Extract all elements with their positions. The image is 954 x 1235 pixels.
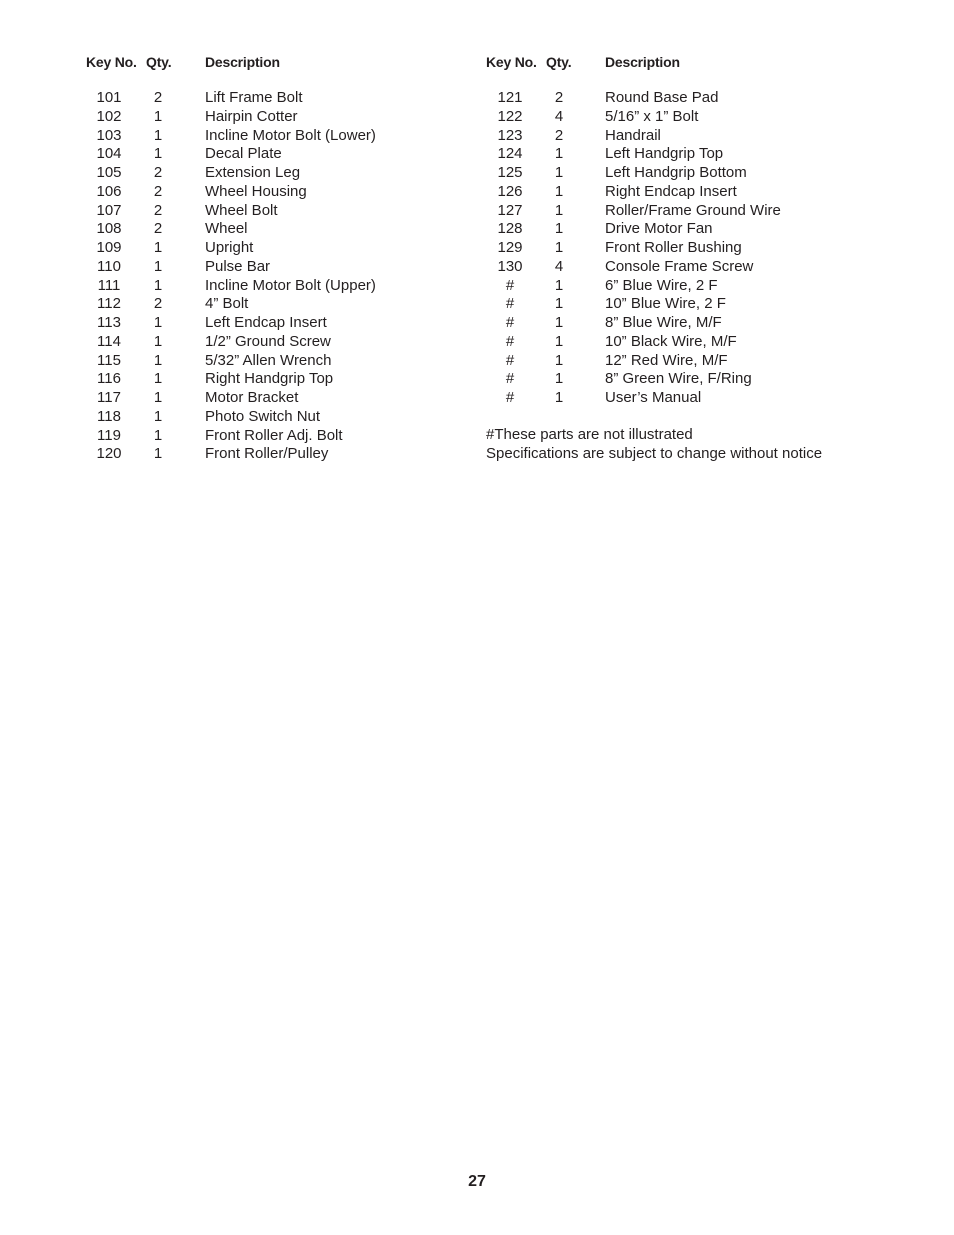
- not-illustrated-note: #These parts are not illustrated: [486, 426, 693, 443]
- left-quantity: 1: [153, 370, 163, 388]
- left-part-description: Incline Motor Bolt (Lower): [205, 126, 376, 144]
- parts-table-row: [0, 277, 954, 296]
- left-quantity: 1: [153, 314, 163, 331]
- parts-table-row: [0, 220, 954, 239]
- right-key-number: #: [505, 276, 515, 294]
- right-key-number: 129: [497, 239, 523, 256]
- right-quantity: 1: [554, 295, 564, 313]
- left-key-number: 111: [97, 276, 121, 294]
- left-quantity: 2: [153, 295, 163, 313]
- right-part-description: Right Endcap Insert: [605, 182, 737, 200]
- right-part-description: Roller/Frame Ground Wire: [605, 201, 781, 219]
- right-quantity: 1: [554, 370, 564, 388]
- footnotes: [486, 426, 822, 464]
- specifications-note: Specifications are subject to change without notice: [486, 444, 823, 462]
- parts-table-row: [0, 145, 954, 164]
- left-quantity: 2: [153, 220, 163, 238]
- right-key-number: #: [505, 389, 515, 406]
- right-key-number: #: [505, 351, 515, 369]
- parts-table-row: [0, 164, 954, 183]
- right-key-number: 127: [497, 201, 523, 219]
- right-qty-header: Qty.: [546, 54, 572, 70]
- left-part-description: Wheel: [205, 220, 248, 238]
- left-key-number: 110: [97, 257, 121, 275]
- left-qty-header: Qty.: [146, 54, 172, 70]
- parts-table-row: [0, 370, 954, 389]
- left-quantity: 1: [153, 351, 163, 369]
- left-part-description: Incline Motor Bolt (Upper): [205, 276, 376, 294]
- left-part-description: Left Endcap Insert: [205, 314, 327, 331]
- parts-list: [0, 89, 954, 464]
- right-key-number: 125: [497, 164, 523, 181]
- right-part-description: Left Handgrip Top: [605, 145, 724, 163]
- right-quantity: 1: [554, 164, 564, 181]
- parts-table-row: [0, 108, 954, 127]
- left-description-header: Description: [205, 54, 280, 70]
- left-quantity: 1: [153, 426, 163, 444]
- right-key-number: 130: [497, 257, 523, 275]
- left-part-description: Front Roller/Pulley: [205, 445, 329, 463]
- right-part-description: Console Frame Screw: [605, 257, 754, 275]
- parts-table-row: [0, 89, 954, 108]
- right-part-description: Left Handgrip Bottom: [605, 164, 747, 181]
- right-part-description: 8” Blue Wire, M/F: [605, 314, 722, 331]
- parts-table-row: [0, 295, 954, 314]
- left-key-number: 102: [96, 107, 122, 125]
- right-part-description: 8” Green Wire, F/Ring: [605, 370, 752, 388]
- left-quantity: 2: [153, 201, 163, 219]
- left-part-description: Pulse Bar: [205, 257, 271, 275]
- right-key-number: #: [505, 314, 515, 331]
- left-part-description: Upright: [205, 239, 254, 256]
- left-key-number: 114: [97, 332, 121, 350]
- right-quantity: 1: [554, 182, 564, 200]
- right-quantity: 4: [554, 107, 564, 125]
- left-part-description: Wheel Housing: [205, 182, 307, 200]
- right-part-description: 12” Red Wire, M/F: [605, 351, 728, 369]
- parts-table-row: [0, 352, 954, 371]
- left-key-number: 112: [97, 295, 121, 313]
- left-quantity: 1: [153, 145, 163, 163]
- right-part-description: User’s Manual: [605, 389, 702, 406]
- left-quantity: 1: [153, 257, 163, 275]
- right-quantity: 2: [554, 126, 564, 144]
- right-quantity: 1: [554, 332, 564, 350]
- left-key-number: 117: [97, 389, 121, 406]
- left-part-description: 5/32” Allen Wrench: [205, 351, 332, 369]
- left-quantity: 1: [153, 107, 163, 125]
- parts-table-row: [0, 202, 954, 221]
- left-quantity: 1: [153, 126, 163, 144]
- left-part-description: Decal Plate: [205, 145, 282, 163]
- right-quantity: 1: [554, 239, 564, 256]
- left-key-number: 118: [97, 407, 121, 425]
- left-part-description: Lift Frame Bolt: [205, 89, 303, 106]
- left-key-number: 103: [96, 126, 122, 144]
- parts-table-row: [0, 183, 954, 202]
- left-key-number: 107: [96, 201, 122, 219]
- left-key-number: 106: [96, 182, 122, 200]
- left-quantity: 1: [153, 276, 163, 294]
- right-key-number: #: [505, 295, 515, 313]
- right-quantity: 1: [554, 314, 564, 331]
- page-number: 27: [468, 1173, 486, 1190]
- left-key-number: 115: [97, 351, 121, 369]
- left-key-number: 120: [96, 445, 122, 463]
- left-part-description: 4” Bolt: [205, 295, 249, 313]
- left-key-number: 109: [96, 239, 122, 256]
- right-key-header: Key No.: [486, 54, 537, 70]
- right-description-header: Description: [605, 54, 680, 70]
- right-quantity: 2: [554, 89, 564, 106]
- parts-table-row: [0, 258, 954, 277]
- right-part-description: 10” Black Wire, M/F: [605, 332, 737, 350]
- parts-table-row: [0, 408, 954, 427]
- right-part-description: Drive Motor Fan: [605, 220, 713, 238]
- right-key-number: 128: [497, 220, 523, 238]
- left-part-description: Motor Bracket: [205, 389, 299, 406]
- left-part-description: Extension Leg: [205, 164, 301, 181]
- left-quantity: 1: [153, 239, 163, 256]
- right-part-description: 6” Blue Wire, 2 F: [605, 276, 718, 294]
- left-key-number: 101: [96, 89, 122, 106]
- parts-table-row: [0, 389, 954, 408]
- left-quantity: 2: [153, 164, 163, 181]
- right-quantity: 4: [554, 257, 564, 275]
- right-part-description: Handrail: [605, 126, 661, 144]
- left-key-number: 108: [96, 220, 122, 238]
- left-part-description: Photo Switch Nut: [205, 407, 321, 425]
- parts-table-row: [0, 333, 954, 352]
- parts-table-row: [0, 239, 954, 258]
- right-part-description: 10” Blue Wire, 2 F: [605, 295, 726, 313]
- left-quantity: 1: [153, 407, 163, 425]
- right-key-number: #: [505, 370, 515, 388]
- right-quantity: 1: [554, 389, 564, 406]
- right-part-description: Front Roller Bushing: [605, 239, 742, 256]
- left-quantity: 1: [153, 332, 163, 350]
- right-part-description: Round Base Pad: [605, 89, 719, 106]
- right-part-description: 5/16” x 1” Bolt: [605, 107, 699, 125]
- right-key-number: 121: [497, 89, 523, 106]
- left-part-description: 1/2” Ground Screw: [205, 332, 331, 350]
- left-quantity: 2: [153, 182, 163, 200]
- left-key-number: 104: [96, 145, 122, 163]
- right-quantity: 1: [554, 351, 564, 369]
- left-part-description: Right Handgrip Top: [205, 370, 334, 388]
- right-quantity: 1: [554, 145, 564, 163]
- left-quantity: 2: [153, 89, 163, 106]
- right-quantity: 1: [554, 276, 564, 294]
- right-quantity: 1: [554, 201, 564, 219]
- left-part-description: Wheel Bolt: [205, 201, 278, 219]
- left-key-header: Key No.: [86, 54, 137, 70]
- parts-table-row: [0, 314, 954, 333]
- right-key-number: 126: [497, 182, 523, 200]
- parts-table-row: [0, 127, 954, 146]
- left-quantity: 1: [153, 445, 163, 463]
- right-key-number: #: [505, 332, 515, 350]
- left-key-number: 119: [97, 426, 121, 444]
- left-quantity: 1: [153, 389, 163, 406]
- left-key-number: 105: [96, 164, 122, 181]
- right-quantity: 1: [554, 220, 564, 238]
- left-key-number: 113: [97, 314, 121, 331]
- left-part-description: Front Roller Adj. Bolt: [205, 426, 343, 444]
- right-key-number: 124: [497, 145, 523, 163]
- right-key-number: 123: [497, 126, 523, 144]
- left-part-description: Hairpin Cotter: [205, 107, 298, 125]
- left-key-number: 116: [97, 370, 121, 388]
- right-key-number: 122: [497, 107, 523, 125]
